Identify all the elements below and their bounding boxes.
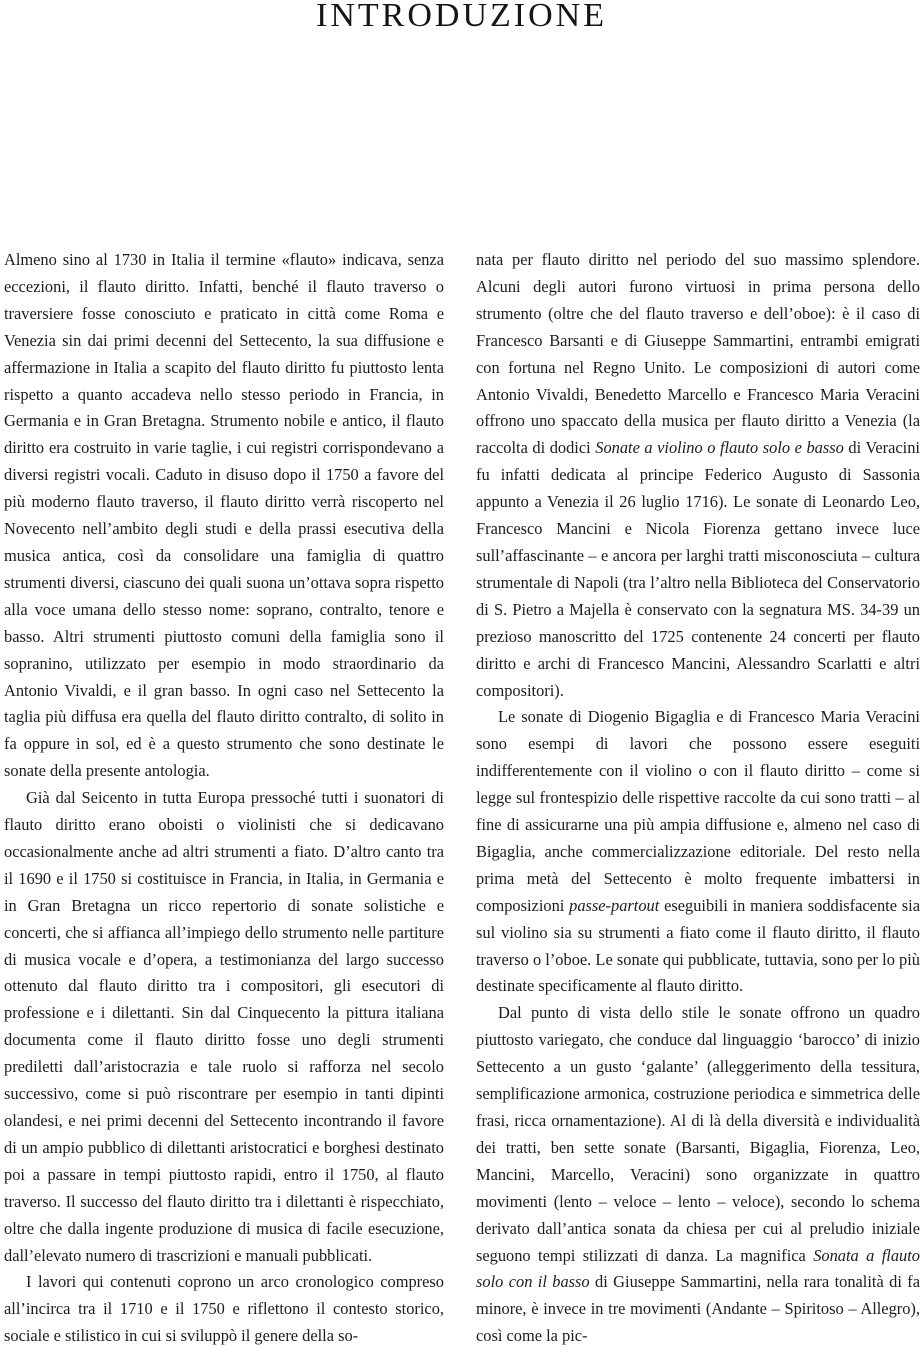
- paragraph-text: I lavori qui contenuti coprono un arco cronologico compreso all’incirca tra il 1710 e il 1750 e riflettono il contesto storico, sociale e stilistico in cui si sviluppò il genere della so-: [4, 1272, 444, 1346]
- paragraph-text: di Veracini fu infatti dedicata al principe Federico Augusto di Sassonia appunto a Venezia il 26 luglio 1716). Le sonate di Leonardo Leo, Francesco Mancini e Nicola Fiorenza gettano invece luce sull’affascinante – e ancora per larghi tratti misconosciuta – cultura strumentale di Napoli (tra l’altro nella Biblioteca del Conservatorio di S. Pietro a Majella è conservato con la segnatura MS. 34-39 un prezioso manoscritto del 1725 contenente 24 concerti per flauto diritto e archi di Francesco Mancini, Alessandro Scarlatti e altri compositori).: [476, 438, 920, 700]
- left-text-column: [4, 247, 444, 1350]
- page-heading: INTRODUZIONE: [316, 0, 607, 34]
- work-title: Sonate a violino o flauto solo e basso: [595, 438, 844, 458]
- paragraph-text: Le sonate di Diogenio Bigaglia e di Francesco Maria Veracini sono esempi di lavori che possono essere eseguiti indifferentemente con il violino o con il flauto diritto – come si legge sul frontespizio delle rispettive raccolte da cui sono tratti – al fine di assicurarne una più ampia diffusione e, almeno nel caso di Bigaglia, anche commercializzazione editoriale. Del resto nella prima metà del Settecento è molto frequente imbattersi in composizioni: [476, 707, 920, 915]
- paragraph-text: nata per flauto diritto nel periodo del suo massimo splendore. Alcuni degli autori furono virtuosi in prima persona dello strumento (oltre che del flauto traverso e dell’oboe): è il caso di Francesco Barsanti e di Giuseppe Sammartini, entrambi emigrati con fortuna nel Regno Unito. Le composizioni di autori come Antonio Vivaldi, Benedetto Marcello e Francesco Maria Veracini offrono uno spaccato della musica per flauto diritto a Venezia (la raccolta di dodici: [476, 250, 920, 458]
- work-title: Sonata a flauto solo con il basso: [476, 1245, 920, 1292]
- paragraph-intro: [4, 247, 444, 785]
- paragraph-bigaglia-veracini: [476, 704, 920, 1000]
- paragraph-lavori: [4, 1269, 444, 1350]
- right-text-column: [476, 247, 920, 1350]
- paragraph-seicento: [4, 785, 444, 1269]
- paragraph-stile: [476, 1000, 920, 1350]
- paragraph-continuation: [476, 247, 920, 704]
- paragraph-text: di Giuseppe Sammartini, nella rara tonalità di fa minore, è invece in tre movimenti (Andante – Spiritoso – Allegro), così come la pic-: [476, 1272, 920, 1346]
- paragraph-text: Almeno sino al 1730 in Italia il termine «flauto» indicava, senza eccezioni, il flauto diritto. Infatti, benché il flauto traverso o traversiere fosse conosciuto e praticato in città come Roma e Venezia sin dai primi decenni del Settecento, la sua diffusione e affermazione in Italia a scapito del flauto diritto fu piuttosto lenta rispetto a quanto accadeva nello stesso periodo in Francia, in Germania e in Gran Bretagna. Strumento nobile e antico, il flauto diritto era costruito in varie taglie, i cui registri corrispondevano a diversi registri vocali. Caduto in disuso dopo il 1750 a favore del più moderno flauto traverso, il flauto diritto verrà riscoperto nel Novecento nell’ambito degli studi e della prassi esecutiva della musica antica, così da consolidare una famiglia di quattro strumenti diversi, ciascuno dei quali suona un’ottava sopra rispetto alla voce umana dello stesso nome: soprano, contralto, tenore e basso. Altri strumenti piuttosto comuni della famiglia sono il sopranino, utilizzato per esempio in modo straordinario da Antonio Vivaldi, e il gran basso. In ogni caso nel Settecento la taglia più diffusa era quella del flauto diritto contralto, di solito in fa oppure in sol, ed è a questo strumento che sono destinate le sonate della presente antologia.: [4, 250, 444, 781]
- paragraph-text: Dal punto di vista dello stile le sonate offrono un quadro piuttosto variegato, che conduce dal linguaggio ‘barocco’ di inizio Settecento a un gusto ‘galante’ (alleggerimento della tessitura, semplificazione armonica, costruzione periodica e simmetrica delle frasi, ricca ornamentazione). Al di là della diversità e individualità dei tratti, ben sette sonate (Barsanti, Bigaglia, Fiorenza, Leo, Mancini, Marcello, Veracini) sono organizzate in quattro movimenti (lento – veloce – lento – veloce), secondo lo schema derivato dall’antica sonata da chiesa per cui al preludio iniziale seguono tempi stilizzati di danza. La magnifica: [476, 1003, 920, 1265]
- italic-term: passe-partout: [569, 895, 660, 915]
- paragraph-text: Già dal Seicento in tutta Europa pressoché tutti i suonatori di flauto diritto erano oboisti o violinisti che si dedicavano occasionalmente anche ad altri strumenti a fiato. D’altro canto tra il 1690 e il 1750 si costituisce in Francia, in Italia, in Germania e in Gran Bretagna un ricco repertorio di sonate solistiche e concerti, che si affianca all’impiego dello strumento nelle partiture di musica vocale e d’opera, a testimonianza del largo successo ottenuto dal flauto diritto tra i compositori, gli esecutori di professione e i dilettanti. Sin dal Cinquecento la pittura italiana documenta come il flauto diritto fosse uno degli strumenti prediletti dall’aristocrazia e tale ruolo si rafforza nel secolo successivo, come si può riscontrare per esempio in tanti dipinti olandesi, e nei primi decenni del Settecento incontrando il favore di un ampio pubblico di dilettanti aristocratici e borghesi destinato poi a passare in tempi piuttosto rapidi, entro il 1750, al flauto traverso. Il successo del flauto diritto tra i dilettanti è rispecchiato, oltre che dalla ingente produzione di musica di facile esecuzione, dall’elevato numero di trascrizioni e manuali pubblicati.: [4, 788, 444, 1265]
- paragraph-text: eseguibili in maniera soddisfacente sia sul violino sia su strumenti a fiato come il flauto diritto, il flauto traverso o l’oboe. Le sonate qui pubblicate, tuttavia, sono per lo più destinate specificamente al flauto diritto.: [476, 895, 920, 996]
